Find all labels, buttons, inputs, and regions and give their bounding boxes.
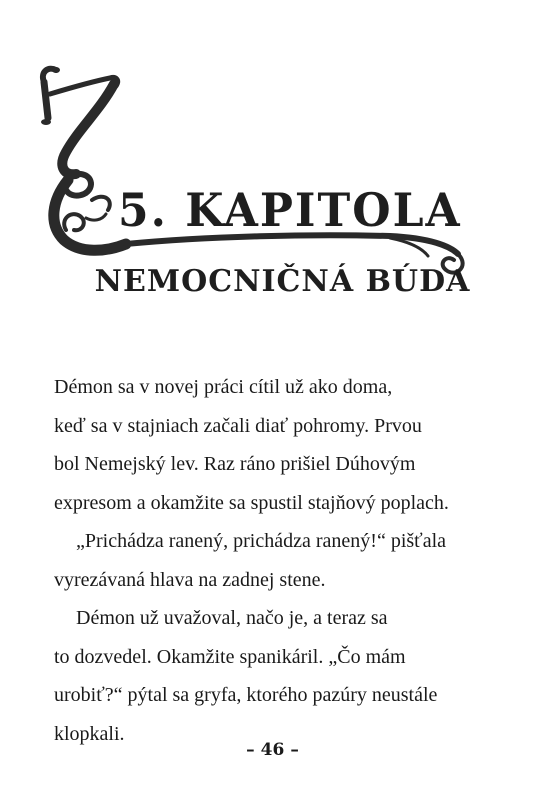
text-line: urobiť?“ pýtal sa gryfa, ktorého pazúry neustále [54,684,438,706]
page-number: 46 [260,740,285,760]
text-line: vyrezávaná hlava na zadnej stene. [54,568,326,591]
text-line: to dozvedel. Okamžite spanikáril. „Čo mám [54,645,406,668]
text-line: Démon sa v novej práci cítil už ako doma, [54,376,393,398]
dash-right: – [290,740,299,760]
chapter-subtitle: NEMOCNIČNÁ BÚDA [94,264,471,299]
text-line: bol Nemejský lev. Raz ráno prišiel Dúhovým [54,453,416,475]
ornamental-flourish [30,60,490,290]
text-line: „Prichádza ranený, prichádza ranený!“ pišťala [76,530,447,552]
text-line: expresom a okamžite sa spustil stajňový poplach. [54,491,449,514]
page-footer [0,740,539,760]
text-line: klopkali. [54,722,125,745]
chapter-title: 5. KAPITOLA [118,184,462,238]
dash-left: – [246,740,255,760]
text-line: Démon už uvažoval, načo je, a teraz sa [76,607,388,629]
body-text [54,368,514,753]
text-line: keď sa v stajniach začali diať pohromy. Prvou [54,414,422,437]
